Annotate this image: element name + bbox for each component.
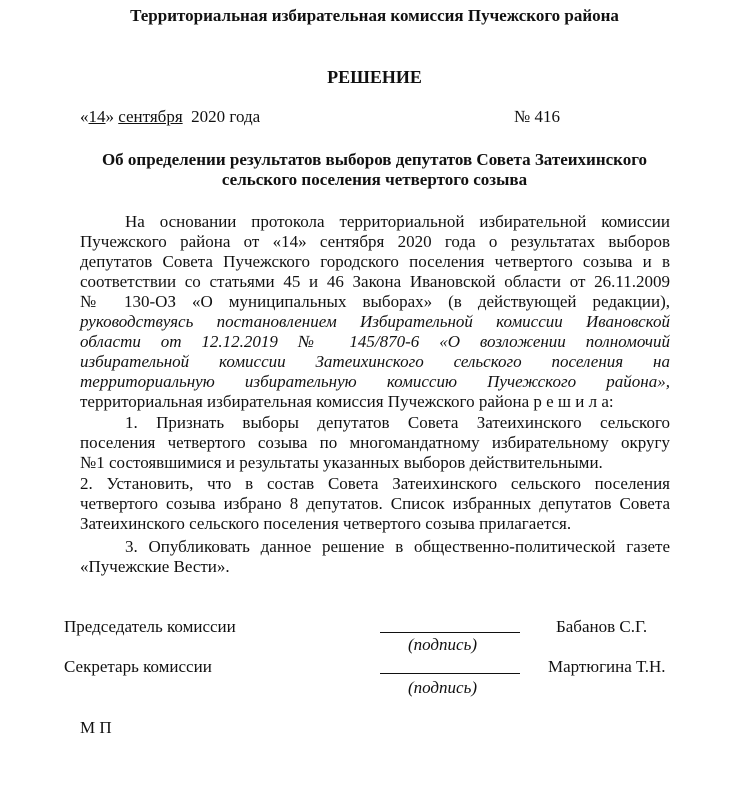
secretary-signature-line: [380, 673, 520, 674]
date-day: 14: [88, 107, 106, 126]
preamble-line: На основании протокола территориальной избирательной комиссии: [125, 212, 670, 231]
chair-name: Бабанов С.Г.: [556, 617, 648, 636]
chair-role: Председатель комиссии: [64, 617, 236, 636]
secretary-role: Секретарь комиссии: [64, 657, 212, 676]
preamble-line: соответствии со статьями 45 и 46 Закона Ивановской области от 26.11.2009: [80, 272, 670, 291]
commission-name: Территориальная избирательная комиссия Пучежского района: [130, 6, 619, 25]
item-2-line: четвертого созыва избрано 8 депутатов. Список избранных депутатов Совета: [80, 494, 670, 513]
preamble-line: руководствуясь постановлением Избирательной комиссии Ивановской: [80, 312, 670, 331]
date-month: сентября: [118, 107, 183, 126]
seal-mark: М П: [80, 718, 112, 737]
item-3-line: «Пучежские Вести».: [80, 557, 230, 576]
secretary-name: Мартюгина Т.Н.: [548, 657, 666, 676]
chair-signature-hint: (подпись): [408, 635, 477, 654]
document-date: «14» сентября 2020 года: [80, 107, 261, 126]
preamble-line: области от 12.12.2019 № 145/870-6 «О возложении полномочий: [80, 332, 670, 351]
document-number: № 416: [514, 107, 560, 126]
preamble-line: Пучежского района от «14» сентября 2020 года о результатах выборов: [80, 232, 670, 251]
document-title-line2: сельского поселения четвертого созыва: [221, 170, 528, 189]
item-2-line: Затеихинского сельского поселения четвертого созыва прилагается.: [80, 514, 572, 533]
item-1-line: №1 состоявшимися и результаты указанных выборов действительными.: [80, 453, 603, 472]
preamble-line: депутатов Совета Пучежского городского поселения четвертого созыва и в: [80, 252, 670, 271]
preamble-line: № 130-ОЗ «О муниципальных выборах» (в действующей редакции),: [80, 292, 670, 311]
preamble-line: территориальная избирательная комиссия Пучежского района р е ш и л а:: [80, 392, 614, 411]
document-type: РЕШЕНИЕ: [327, 67, 422, 87]
date-year: 2020 года: [191, 107, 261, 126]
chair-signature-line: [380, 632, 520, 633]
document-title-line1: Об определении результатов выборов депутатов Совета Затеихинского: [101, 150, 648, 169]
item-2-line: 2. Установить, что в состав Совета Затеихинского сельского поселения: [80, 474, 670, 493]
preamble-line: территориальную избирательную комиссию Пучежского района»,: [80, 372, 670, 391]
secretary-signature-hint: (подпись): [408, 678, 477, 697]
item-1-line: поселения четвертого созыва по многомандатному избирательному округу: [80, 433, 670, 452]
preamble-line: избирательной комиссии Затеихинского сельского поселения на: [80, 352, 670, 371]
item-1-line: 1. Признать выборы депутатов Совета Затеихинского сельского: [125, 413, 670, 432]
item-3-line: 3. Опубликовать данное решение в общественно-политической газете: [125, 537, 670, 556]
